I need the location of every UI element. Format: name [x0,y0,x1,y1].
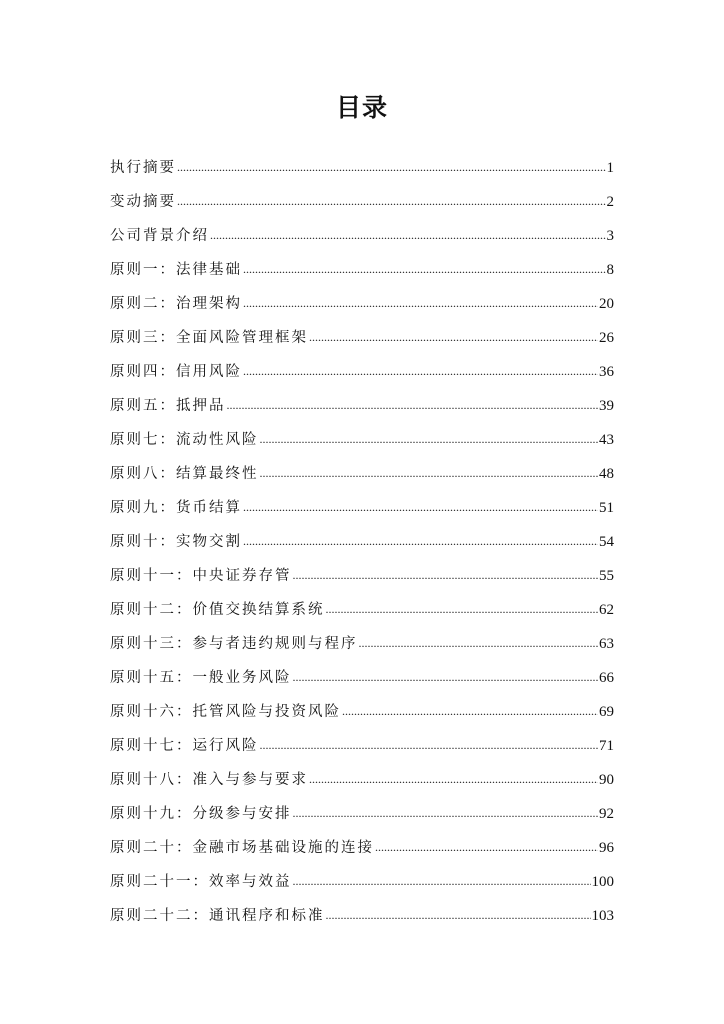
toc-page-number: 43 [599,432,614,448]
toc-entry-label: 原则一：法律基础 [110,262,242,278]
toc-page-number: 48 [599,466,614,482]
toc-page-number: 1 [606,160,614,176]
toc-dot-leader [177,185,606,216]
toc-dot-leader [243,253,606,284]
toc-entry-label: 变动摘要 [110,194,176,210]
toc-page-number: 39 [599,398,614,414]
toc-entry[interactable] [110,832,614,866]
toc-entry[interactable] [110,152,614,186]
page-title: 目录 [335,93,388,122]
toc-dot-leader [375,831,598,862]
toc-entry[interactable] [110,662,614,696]
toc-entry-label: 原则十九：分级参与安排 [110,806,292,822]
toc-page-number: 96 [599,840,614,856]
toc-page-number: 55 [599,568,614,584]
toc-entry[interactable] [110,492,614,526]
toc-dot-leader [243,355,598,386]
toc-page-number: 8 [606,262,614,278]
toc-page-number: 20 [599,296,614,312]
toc-entry-label: 原则二：治理架构 [110,296,242,312]
toc-entry-label: 执行摘要 [110,160,176,176]
toc-page-number: 3 [606,228,614,244]
toc-dot-leader [293,865,591,896]
toc-entry-label: 原则九：货币结算 [110,500,242,516]
toc-dot-leader [243,491,598,522]
toc-dot-leader [359,627,599,658]
toc-dot-leader [309,321,598,352]
toc-page-number: 36 [599,364,614,380]
toc-entry[interactable] [110,526,614,560]
toc-entry[interactable] [110,628,614,662]
toc-entry-label: 公司背景介绍 [110,228,209,244]
toc-dot-leader [326,593,599,624]
toc-dot-leader [326,899,591,930]
toc-dot-leader [309,763,598,794]
toc-dot-leader [210,219,606,250]
toc-entry-label: 原则十五：一般业务风险 [110,670,292,686]
toc-page-number: 92 [599,806,614,822]
toc-entry-label: 原则十：实物交割 [110,534,242,550]
toc-entry[interactable] [110,798,614,832]
toc-page-number: 54 [599,534,614,550]
toc-entry[interactable] [110,356,614,390]
toc-dot-leader [260,457,599,488]
toc-dot-leader [293,797,599,828]
toc-dot-leader [243,287,598,318]
toc-entry[interactable] [110,288,614,322]
toc-entry[interactable] [110,900,614,934]
toc-dot-leader [243,525,598,556]
toc-page-number: 2 [606,194,614,210]
toc-page-number: 66 [599,670,614,686]
toc-entry[interactable] [110,220,614,254]
toc-dot-leader [293,559,599,590]
toc-entry-label: 原则十三：参与者违约规则与程序 [110,636,358,652]
toc-page-number: 71 [599,738,614,754]
toc-entry[interactable] [110,594,614,628]
toc-page-number: 100 [591,874,614,890]
toc-entry-label: 原则八：结算最终性 [110,466,259,482]
toc-entry-label: 原则二十一：效率与效益 [110,874,292,890]
toc-page-number: 62 [599,602,614,618]
toc-entry-label: 原则四：信用风险 [110,364,242,380]
toc-entry[interactable] [110,458,614,492]
toc-page-number: 90 [599,772,614,788]
toc-entry[interactable] [110,764,614,798]
toc-page-number: 26 [599,330,614,346]
toc-dot-leader [177,151,606,182]
toc-entry[interactable] [110,424,614,458]
toc-page-number: 69 [599,704,614,720]
toc-entry[interactable] [110,730,614,764]
toc-dot-leader [260,729,599,760]
toc-entry-label: 原则十八：准入与参与要求 [110,772,308,788]
toc-dot-leader [342,695,598,726]
toc-entry[interactable] [110,390,614,424]
toc-entry[interactable] [110,254,614,288]
toc-entry-label: 原则十六：托管风险与投资风险 [110,704,341,720]
toc-entry-label: 原则二十二：通讯程序和标准 [110,908,325,924]
toc-page-number: 63 [599,636,614,652]
toc-entry-label: 原则三：全面风险管理框架 [110,330,308,346]
toc-dot-leader [227,389,599,420]
toc-dot-leader [293,661,599,692]
toc-entry-label: 原则二十：金融市场基础设施的连接 [110,840,374,856]
toc-entry[interactable] [110,560,614,594]
toc-entry[interactable] [110,322,614,356]
table-of-contents [110,152,614,934]
toc-entry-label: 原则十一：中央证券存管 [110,568,292,584]
toc-entry-label: 原则五：抵押品 [110,398,226,414]
toc-entry[interactable] [110,866,614,900]
toc-entry-label: 原则十七：运行风险 [110,738,259,754]
toc-entry-label: 原则十二：价值交换结算系统 [110,602,325,618]
toc-entry[interactable] [110,186,614,220]
toc-entry-label: 原则七：流动性风险 [110,432,259,448]
toc-page-number: 51 [599,500,614,516]
toc-page-number: 103 [591,908,614,924]
toc-entry[interactable] [110,696,614,730]
toc-dot-leader [260,423,599,454]
